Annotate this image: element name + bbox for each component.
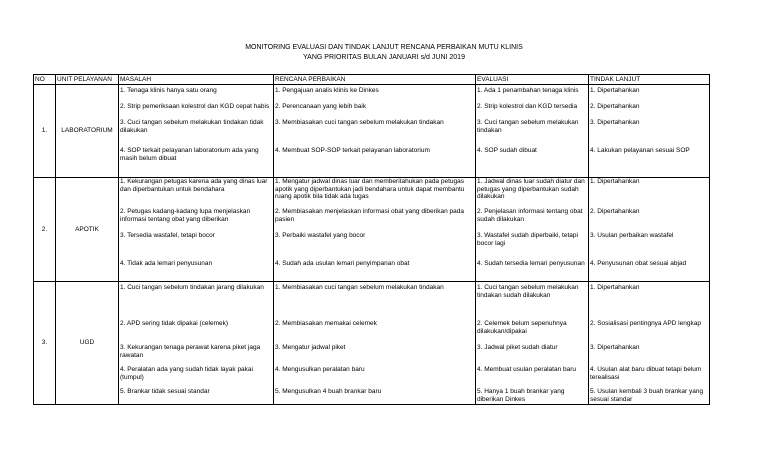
- tindak-item: 2. Sosialisasi pentingnya APD lengkap: [590, 320, 701, 327]
- header-evaluasi: EVALUASI: [476, 75, 589, 85]
- masalah-item: 2. Strip pemeriksaan kolestrol dan KGD cepat habis: [120, 103, 270, 110]
- header-rencana: RENCANA PERBAIKAN: [274, 75, 476, 85]
- tindak-item: 3. Usulan perbaikan wastafel: [590, 232, 674, 239]
- masalah-cell: [119, 178, 274, 282]
- masalah-cell: [119, 85, 274, 178]
- masalah-item: 2. Petugas kadang-kadang lupa menjelaskan informasi tentang obat yang diberikan: [120, 208, 251, 223]
- evaluasi-item: 2. Celemek belum sepenuhnya dilakukan/dipakai: [477, 320, 567, 335]
- rencana-item: 1. Membiasakan cuci tangan sebelum melakukan tindakan: [275, 284, 444, 291]
- evaluasi-item: 1. Cuci tangan sebelum melakukan tindakan sudah dilakukan: [477, 284, 579, 299]
- tindak-item: 1. Dipertahankan: [590, 284, 640, 291]
- evaluasi-item: 1. Ada 1 penambahan tenaga klinis: [477, 87, 579, 94]
- rencana-cell: [274, 85, 476, 178]
- monitoring-table: [33, 74, 710, 405]
- evaluasi-item: 2. Strip kolestrol dan KGD tersedia: [477, 103, 578, 110]
- tindak-item: 4. Usulan alat baru dibuat tetapi belum terealisasi: [590, 366, 702, 381]
- evaluasi-item: 4. Sudah tersedia lemari penyusunan: [477, 260, 585, 267]
- evaluasi-cell: [476, 178, 589, 282]
- rencana-item: 4. Membuat SOP-SOP terkait pelayanan laboratorium: [275, 147, 430, 154]
- rencana-item: 2. Membiasakan menjelaskan informasi obat yang diberikan pada pasien: [275, 208, 464, 223]
- rencana-item: 2. Perencanaan yang lebih baik: [275, 103, 367, 110]
- masalah-item: 2. APD sering tidak dipakai (celemek): [120, 320, 229, 327]
- tindak-cell: [589, 282, 710, 405]
- evaluasi-item: 4. SOP sudah dibuat: [477, 147, 537, 154]
- masalah-item: 4. SOP terkait pelayanan laboratorium ada yang masih belum dibuat: [120, 147, 259, 162]
- masalah-item: 1. Cuci tangan sebelum tindakan jarang dilakukan: [120, 284, 264, 291]
- evaluasi-item: 3. Jadwal piket sudah diatur: [477, 344, 558, 351]
- masalah-item: 5. Brankar tidak sesuai standar: [120, 388, 210, 395]
- masalah-item: 3. Kekurangan tenaga perawat karena piket jaga rawatan: [120, 344, 261, 359]
- rencana-item: 4. Sudah ada usulan lemari penyimpanan obat: [275, 260, 410, 267]
- row-number: 2.: [34, 178, 56, 282]
- table-row: [34, 85, 710, 178]
- rencana-item: 1. Mengatur jadwal dinas luar dan memberitahukan pada petugas apotik yang diperbantukan jadi bendahara untuk dapat membantu ruang apotik bila tidak ada tugas: [275, 178, 465, 200]
- tindak-item: 1. Dipertahankan: [590, 178, 640, 185]
- rencana-item: 3. Membiasakan cuci tangan sebelum melakukan tindakan: [275, 119, 444, 126]
- masalah-cell: [119, 282, 274, 405]
- table-row: [34, 178, 710, 282]
- rencana-item: 2. Membiasakan memakai celemek: [275, 320, 377, 327]
- evaluasi-cell: [476, 85, 589, 178]
- header-masalah: MASALAH: [119, 75, 274, 85]
- masalah-item: 3. Cuci tangan sebelum melakukan tindakan tidak dilakukan: [120, 119, 264, 134]
- header-no: NO: [34, 75, 56, 85]
- evaluasi-item: 4. Membuat usulan peralatan baru: [477, 366, 577, 373]
- document-title: MONITORING EVALUASI DAN TINDAK LANJUT RENCANA PERBAIKAN MUTU KLINIS: [245, 44, 523, 51]
- unit-cell: UGD: [56, 282, 119, 405]
- evaluasi-item: 3. Cuci tangan sebelum melakukan tindakan: [477, 119, 579, 134]
- evaluasi-item: 2. Penjelasan informasi tentang obat sudah dilakukan: [477, 208, 583, 223]
- evaluasi-item: 5. Hanya 1 buah brankar yang diberikan Dinkes: [477, 388, 565, 403]
- tindak-item: 2. Dipertahankan: [590, 103, 640, 110]
- table-header-row: [34, 75, 710, 85]
- unit-cell: APOTIK: [56, 178, 119, 282]
- row-number: 3.: [34, 282, 56, 405]
- rencana-item: 4. Mengusulkan peralatan baru: [275, 366, 365, 373]
- evaluasi-item: 1. Jadwal dinas luar sudah diatur dan petugas yang diperbantukan sudah dilakukan: [477, 178, 585, 200]
- row-number: 1.: [34, 85, 56, 178]
- masalah-item: 1. Kekurangan petugas karena ada yang dinas luar dan diperbantukan untuk bendahara: [120, 178, 268, 193]
- tindak-item: 3. Dipertahankan: [590, 344, 640, 351]
- unit-cell: LABORATORIUM: [56, 85, 119, 178]
- evaluasi-cell: [476, 282, 589, 405]
- masalah-item: 4. Peralatan ada yang sudah tidak layak pakai (tumpul): [120, 366, 253, 381]
- header-unit: UNIT PELAYANAN: [56, 75, 119, 85]
- rencana-item: 1. Pengajuan analis klinis ke Dinkes: [275, 87, 379, 94]
- table-row: [34, 282, 710, 405]
- tindak-item: 4. Penyusunan obat sesuai abjad: [590, 260, 687, 267]
- tindak-item: 1. Dipertahankan: [590, 87, 640, 94]
- evaluasi-item: 3. Wastafel sudah diperbaiki, tetapi bocor lagi: [477, 232, 578, 247]
- rencana-cell: [274, 282, 476, 405]
- rencana-item: 3. Perbaiki wastafel yang bocor: [275, 232, 366, 239]
- masalah-item: 3. Tersedia wastafel, tetapi bocor: [120, 232, 215, 239]
- tindak-item: 3. Dipertahankan: [590, 119, 640, 126]
- tindak-cell: [589, 85, 710, 178]
- tindak-cell: [589, 178, 710, 282]
- tindak-item: 4. Lakukan pelayanan sesuai SOP: [590, 147, 690, 154]
- rencana-cell: [274, 178, 476, 282]
- masalah-item: 4. Tidak ada lemari penyusunan: [120, 260, 213, 267]
- rencana-item: 5. Mengusulkan 4 buah brankar baru: [275, 388, 382, 395]
- header-tindak: TINDAK LANJUT: [589, 75, 710, 85]
- rencana-item: 3. Mengatur jadwal piket: [275, 344, 346, 351]
- masalah-item: 1. Tenaga klinis hanya satu orang: [120, 87, 217, 94]
- tindak-item: 2. Dipertahankan: [590, 208, 640, 215]
- tindak-item: 5. Usulan kembali 3 buah brankar yang sesuai standar: [590, 388, 704, 403]
- document-subtitle: YANG PRIORITAS BULAN JANUARI s/d JUNI 2019: [303, 54, 465, 61]
